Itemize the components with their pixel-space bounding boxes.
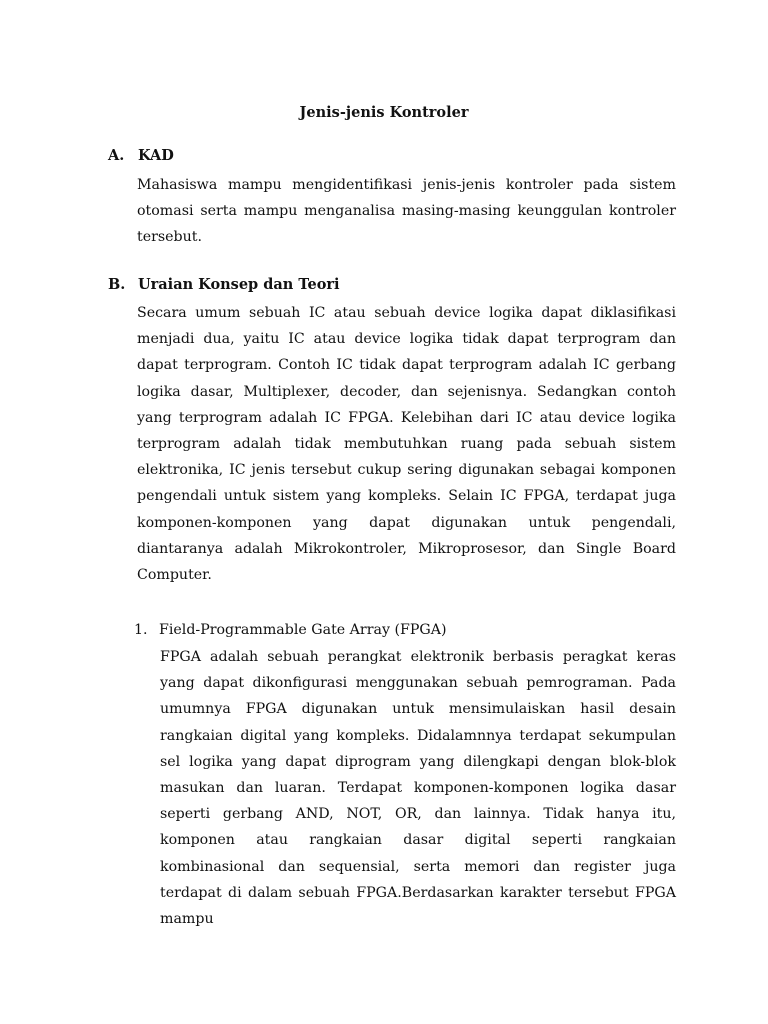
subsection-1-title: Field-Programmable Gate Array (FPGA) — [159, 622, 447, 638]
section-b-body: Secara umum sebuah IC atau sebuah device logika dapat diklasifikasi menjadi dua, yaitu IC atau device logika tidak dapat terprogram dan dapat terprogram. Contoh IC tidak dapat terprogram adalah IC gerbang logika dasar, Multiplexer, decoder, dan sejenisnya. Sedangkan contoh yang terprogram adalah IC FPGA. Kelebihan dari IC atau device logika terprogram adalah tidak membutuhkan ruang pada sebuah sistem elektronika, IC jenis tersebut cukup sering digunakan sebagai komponen pengendali untuk sistem yang kompleks. Selain IC FPGA, terdapat juga komponen-komponen yang dapat digunakan untuk pengendali, diantaranya adalah Mikrokontroler, Mikroprosesor, dan Single Board Computer. — [137, 305, 676, 584]
section-a-body: Mahasiswa mampu mengidentifikasi jenis-jenis kontroler pada sistem otomasi serta mampu menganalisa masing-masing keunggulan kontroler tersebut. — [137, 177, 676, 246]
subsection-1-body: FPGA adalah sebuah perangkat elektronik berbasis peragkat keras yang dapat dikonfigurasi menggunakan sebuah pemrograman. Pada umumnya FPGA digunakan untuk mensimulaiskan hasil desain rangkaian digital yang kompleks. Didalamnnya terdapat sekumpulan sel logika yang dapat diprogram yang dilengkapi dengan blok-blok masukan dan luaran. Terdapat komponen-komponen logika dasar seperti gerbang AND, NOT, OR, dan lainnya. Tidak hanya itu, komponen atau rangkaian dasar digital seperti rangkaian kombinasional dan sequensial, serta memori dan register juga terdapat di dalam sebuah FPGA.Berdasarkan karakter tersebut FPGA mampu — [160, 649, 676, 928]
section-b-heading — [108, 274, 676, 296]
subsection-1-number: 1. — [134, 622, 148, 638]
document-title: Jenis-jenis Kontroler — [299, 104, 469, 121]
section-b-letter: B. — [108, 276, 126, 293]
section-a-title: KAD — [138, 147, 174, 164]
section-b-title: Uraian Konsep dan Teori — [138, 276, 340, 293]
subsection-1-heading — [134, 619, 447, 641]
section-a-heading — [108, 145, 676, 167]
section-a-letter: A. — [108, 147, 125, 164]
